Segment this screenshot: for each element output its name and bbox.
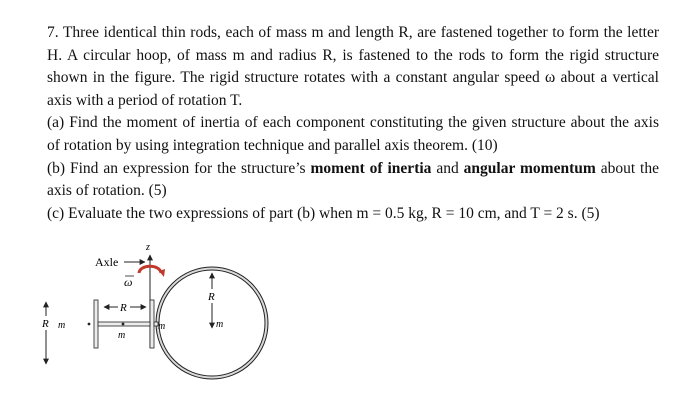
part-b-mid: and	[431, 159, 464, 177]
problem-text	[47, 22, 659, 225]
problem-intro: 7. Three identical thin rods, each of mass m and length R, are fastened together to form the letter H. A circular hoop, of mass m and radius R, is fastened to the rods to form the rigid structure shown in the figure. The rigid structure rotates with a constant angular speed ω about a vertical axis with a period of rotation T.	[47, 24, 659, 109]
left-rod-mass-label: m	[58, 320, 66, 331]
h-left-rod	[94, 300, 98, 348]
cross-rod-midpoint	[122, 323, 125, 326]
part-b-pre: (b) Find an expression for the structure’s	[47, 159, 311, 177]
axle-label: Axle	[95, 255, 119, 269]
left-rod-dot	[88, 323, 91, 326]
h-right-rod	[150, 300, 154, 348]
problem-part-b	[47, 158, 659, 203]
problem-part-c: (c) Evaluate the two expressions of part (b) when m = 0.5 kg, R = 10 cm, and T = 2 s. (5)	[47, 204, 600, 222]
z-label: z	[146, 242, 150, 253]
right-rod-mass-label: m	[158, 321, 166, 332]
structure-figure	[40, 240, 290, 405]
structure-diagram	[40, 240, 290, 405]
part-b-bold-momentum: angular momentum	[463, 159, 596, 177]
hoop-mass-label: m	[216, 319, 224, 330]
cross-rod-r-label: R	[120, 302, 127, 314]
left-rod-r-label: R	[42, 318, 49, 330]
problem-part-a: (a) Find the moment of inertia of each component constituting the given structure about the axis of rotation by using integration technique and parallel axis theorem. (10)	[47, 114, 659, 154]
part-b-bold-moment: moment of inertia	[310, 159, 432, 177]
cross-rod-mass-label: m	[118, 330, 126, 341]
hoop-radius-label: R	[208, 291, 215, 303]
omega-label: ω	[124, 275, 133, 289]
part-b-post: about the axis of rotation. (5)	[47, 159, 659, 200]
